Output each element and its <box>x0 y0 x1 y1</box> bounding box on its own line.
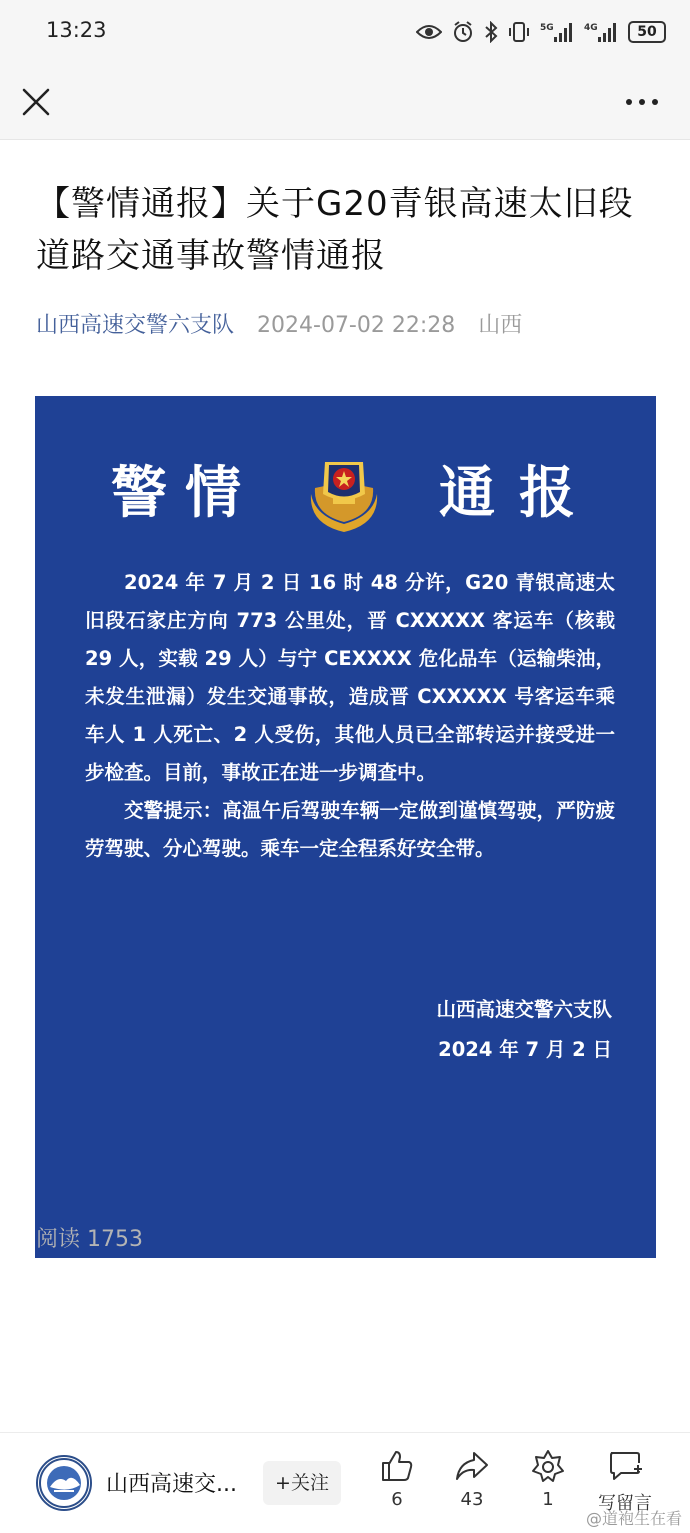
notice-header <box>35 454 656 534</box>
status-icons <box>416 18 666 46</box>
notice-paragraph-1: 2024 年 7 月 2 日 16 时 48 分许，G20 青银高速太旧段石家庄方向 773 公里处，晋 CXXXXX 客运车（核载 29 人，实载 29 人）与宁 CEXXXX 危化品车（运输柴油，未发生泄漏）发生交通事故，造成晋 CXXXXX 号客运车乘车人 1 人死亡、2 人受伤，其他人员已全部转运并接受进一步检查。目前，事故正在进一步调查中。 <box>85 571 615 784</box>
watermark: @道袍生在看 <box>585 1509 682 1528</box>
recommend-flower-icon <box>531 1449 565 1483</box>
share-arrow-icon <box>454 1449 490 1483</box>
signal-4g-icon <box>584 21 618 43</box>
account-logo-icon <box>38 1457 90 1509</box>
vibrate-icon <box>508 21 530 43</box>
notice-sign-date: 2024 年 7 月 2 日 <box>438 1038 612 1061</box>
like-count: 6 <box>391 1489 403 1510</box>
account-avatar[interactable] <box>36 1455 92 1511</box>
publish-region: 山西 <box>478 313 523 338</box>
status-time: 13:23 <box>46 18 107 42</box>
bluetooth-icon <box>484 21 498 43</box>
notice-header-char-4: 报 <box>519 461 575 526</box>
status-bar <box>0 0 690 66</box>
notice-paragraph-2: 交警提示：高温午后驾驶车辆一定做到谨慎驾驶，严防疲劳驾驶、分心驾驶。乘车一定全程系好安全带。 <box>85 799 615 860</box>
share-button[interactable] <box>439 1449 505 1510</box>
follow-button[interactable]: +关注 <box>263 1461 341 1505</box>
svg-text:5G: 5G <box>540 23 554 33</box>
notice-body <box>85 564 615 868</box>
account-link[interactable]: 山西高速交警六支队 <box>36 313 235 338</box>
notice-sign-org: 山西高速交警六支队 <box>436 998 612 1021</box>
notice-signature <box>436 990 612 1070</box>
notice-header-char-2: 情 <box>185 461 241 526</box>
account-name[interactable]: 山西高速交... <box>106 1472 237 1497</box>
alarm-icon <box>452 21 474 43</box>
article-meta <box>36 308 666 339</box>
bottom-bar <box>0 1432 690 1533</box>
more-dots-icon[interactable] <box>624 86 660 118</box>
recommend-button[interactable] <box>515 1449 581 1510</box>
share-count: 43 <box>460 1489 484 1510</box>
comment-add-icon <box>607 1449 643 1483</box>
like-button[interactable] <box>364 1449 430 1510</box>
recommend-count: 1 <box>542 1489 554 1510</box>
police-emblem-icon <box>303 454 385 534</box>
battery-icon: 50 <box>628 21 666 43</box>
notice-header-char-1: 警 <box>111 461 167 526</box>
notice-image <box>35 396 656 1258</box>
nav-bar <box>0 66 690 140</box>
notice-header-char-3: 通 <box>439 461 495 526</box>
comment-label: 写留言 <box>598 1493 652 1514</box>
thumbs-up-icon <box>380 1449 414 1483</box>
eye-icon <box>416 22 442 42</box>
publish-date: 2024-07-02 22:28 <box>257 313 456 338</box>
read-count: 阅读 1753 <box>36 1227 143 1252</box>
close-icon[interactable] <box>20 86 52 118</box>
article-title: 【警情通报】关于G20青银高速太旧段道路交通事故警情通报 <box>36 184 634 276</box>
signal-5g-icon <box>540 21 574 43</box>
svg-text:4G: 4G <box>584 23 598 33</box>
